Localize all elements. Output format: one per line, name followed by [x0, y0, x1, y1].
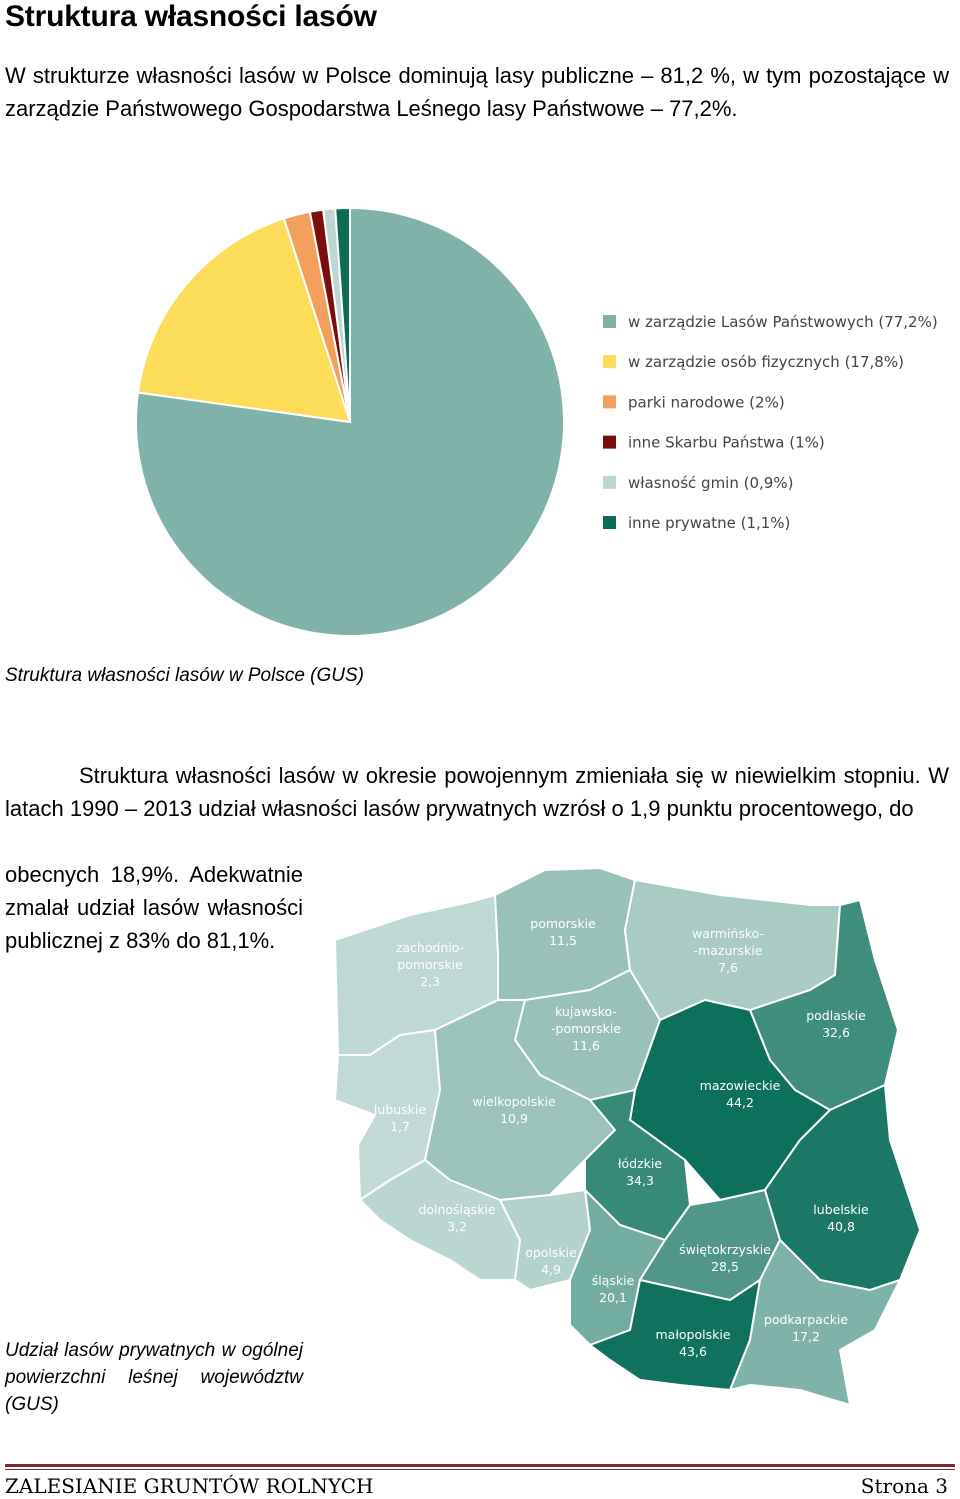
- pie-slices: [136, 208, 564, 636]
- voivodeship-map: [330, 860, 930, 1420]
- region-value: 34,3: [626, 1173, 654, 1188]
- footer-rule: [5, 1464, 955, 1467]
- region-name: łódzkie: [617, 1156, 663, 1171]
- legend-swatch-0: [603, 315, 616, 328]
- legend-label-3: inne Skarbu Państwa (1%): [628, 433, 825, 452]
- region-value: 20,1: [599, 1290, 627, 1305]
- region-name: pomorskie: [530, 916, 596, 931]
- region-name: lubelskie: [813, 1202, 869, 1217]
- history-paragraph-continued: obecnych 18,9%. Adekwatnie zmalał udział lasów własności publicznej z 83% do 81,1%.: [5, 862, 303, 953]
- region-name: kujawsko-: [555, 1004, 617, 1019]
- region-name: warmińsko-: [691, 926, 765, 941]
- region-name: wielkopolskie: [472, 1094, 556, 1109]
- page-title: Struktura własności lasów: [5, 0, 377, 33]
- region-value: 17,2: [792, 1329, 820, 1344]
- region-value: 43,6: [679, 1344, 707, 1359]
- region-value: 44,2: [726, 1095, 754, 1110]
- region-name: śląskie: [591, 1273, 635, 1288]
- footer-document-title: ZALESIANIE GRUNTÓW ROLNYCH: [5, 1474, 374, 1498]
- legend-swatch-4: [603, 476, 616, 489]
- region-name: podlaskie: [806, 1008, 866, 1023]
- region-value: 11,5: [549, 933, 577, 948]
- history-paragraph: Struktura własności lasów w okresie powojennym zmieniała się w niewielkim stopniu. W latach 1990 – 2013 udział własności lasów prywatnych wzrósł o 1,9 punktu procentowego, do: [5, 763, 949, 821]
- legend-swatch-1: [603, 355, 616, 368]
- region-value: 2,3: [420, 974, 440, 989]
- region-name: pomorskie: [397, 957, 463, 972]
- legend-label-0: w zarządzie Lasów Państwowych (77,2%): [628, 313, 938, 331]
- legend-swatch-5: [603, 516, 616, 529]
- region-value: 28,5: [711, 1259, 739, 1274]
- pie-legend: [603, 313, 938, 532]
- region-name: mazowieckie: [699, 1078, 781, 1093]
- region-value: 32,6: [822, 1025, 850, 1040]
- footer-rule-thin: [5, 1469, 955, 1470]
- region-name: -mazurskie: [693, 943, 763, 958]
- region-value: 3,2: [447, 1219, 467, 1234]
- region-name: podkarpackie: [763, 1312, 849, 1327]
- region-value: 4,9: [541, 1262, 561, 1277]
- region-name: zachodnio-: [395, 940, 465, 955]
- region-name: świętokrzyskie: [679, 1242, 771, 1257]
- ownership-pie-chart: [0, 190, 960, 660]
- region-name: -pomorskie: [551, 1021, 621, 1036]
- region-name: małopolskie: [655, 1327, 731, 1342]
- footer-page-number: Strona 3: [860, 1474, 948, 1498]
- region-value: 1,7: [390, 1119, 410, 1134]
- region-value: 40,8: [827, 1219, 855, 1234]
- legend-swatch-3: [603, 436, 616, 449]
- pie-caption: Struktura własności lasów w Polsce (GUS): [5, 665, 364, 686]
- region-name: lubuskie: [373, 1102, 427, 1117]
- region-value: 10,9: [500, 1111, 528, 1126]
- legend-label-5: inne prywatne (1,1%): [628, 514, 791, 532]
- legend-swatch-2: [603, 395, 616, 408]
- region-name: dolnośląskie: [418, 1202, 496, 1217]
- legend-label-4: własność gmin (0,9%): [628, 473, 794, 492]
- region-value: 11,6: [572, 1038, 600, 1053]
- legend-label-1: w zarządzie osób fizycznych (17,8%): [628, 353, 904, 372]
- intro-paragraph: W strukturze własności lasów w Polsce dominują lasy publiczne – 81,2 %, w tym pozostające w zarządzie Państwowego Gospodarstwa Leśnego lasy Państwowe – 77,2%.: [5, 63, 949, 121]
- map-caption: Udział lasów prywatnych w ogólnej powierzchni leśnej województw (GUS): [5, 1340, 303, 1415]
- region-name: opolskie: [525, 1245, 577, 1260]
- region-value: 7,6: [718, 960, 738, 975]
- legend-label-2: parki narodowe (2%): [628, 393, 785, 412]
